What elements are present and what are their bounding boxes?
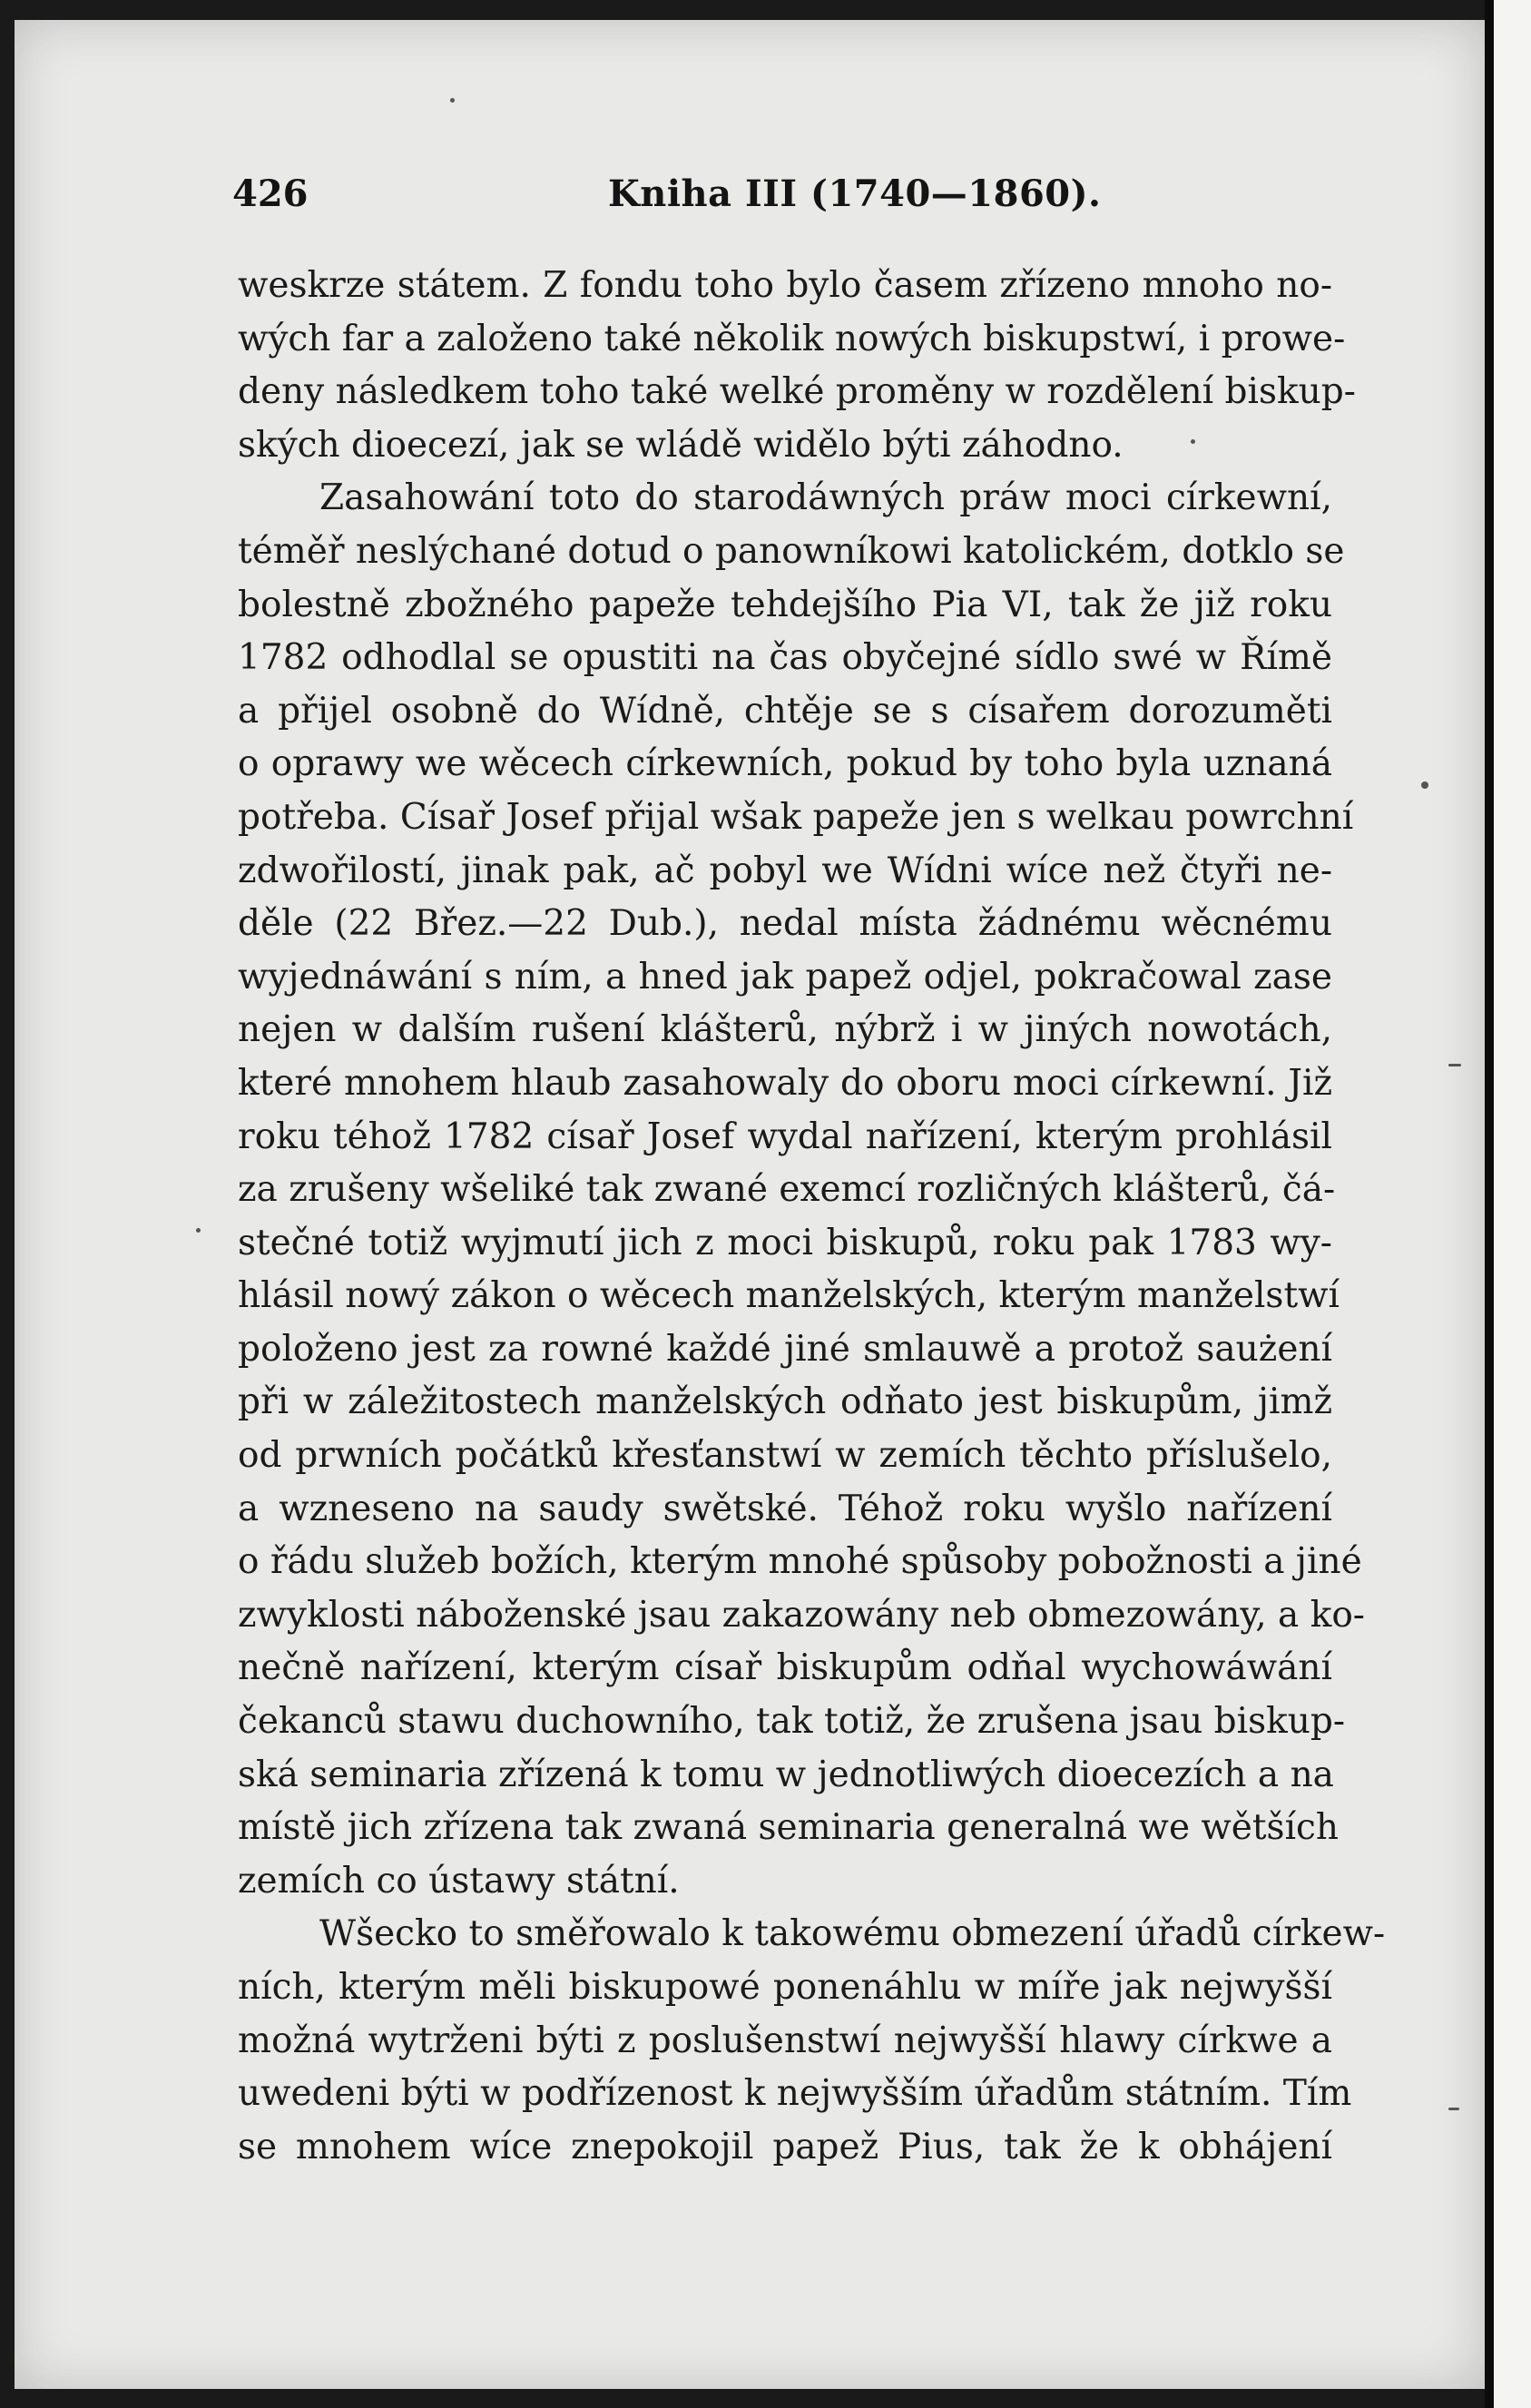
running-title: Kniha III (1740—1860). — [608, 172, 1102, 215]
paper-speck — [1421, 781, 1428, 789]
page-header — [232, 172, 1358, 223]
page-number: 426 — [232, 172, 309, 215]
text-line: ská seminaria zřízená k tomu w jednotliwých dioecezích a na — [238, 1754, 1334, 1795]
paper-speck — [1191, 439, 1195, 444]
paper-speck — [196, 1228, 201, 1233]
paper-speck — [1448, 2108, 1459, 2110]
text-line: roku téhož 1782 císař Josef wydal nařízení, kterým prohlásil — [238, 1116, 1332, 1157]
text-line: a přijel osobně do Wídně, chtěje se s císařem dorozuměti — [238, 690, 1332, 732]
text-line: a wzneseno na saudy swětské. Téhož roku wyšlo nařízení — [238, 1488, 1332, 1529]
text-line: téměř neslýchané dotud o panowníkowi katolickém, dotklo se — [238, 530, 1345, 572]
paragraph-first-line: Zasahowání toto do starodáwných práw moci církewní, — [319, 477, 1332, 519]
text-line: wých far a založeno také několik nowých biskupstwí, i prowe- — [238, 318, 1346, 359]
text-line: nečně nařízení, kterým císař biskupům odňal wychowáwání — [238, 1647, 1332, 1689]
text-line: za zrušeny wšeliké tak zwané exemcí rozličných klášterů, čá- — [238, 1169, 1336, 1211]
text-line: možná wytrženi býti z poslušenstwí nejwyšší hlawy církwe a — [238, 2020, 1332, 2061]
text-line: deny následkem toho také welké proměny w rozdělení biskup- — [238, 371, 1356, 413]
text-line: potřeba. Císař Josef přijal wšak papeže jen s welkau powrchní — [238, 796, 1354, 838]
text-line: děle (22 Břez.—22 Dub.), nedal místa žádnému wěcnému — [238, 903, 1332, 945]
text-line: zwyklosti náboženské jsau zakazowány neb obmezowány, a ko- — [238, 1594, 1365, 1636]
paper-speck — [1448, 1064, 1461, 1066]
text-line: čekanců stawu duchowního, tak totiž, že zrušena jsau biskup- — [238, 1701, 1346, 1743]
text-line: bolestně zbožného papeže tehdejšího Pia VI, tak že již roku — [238, 584, 1332, 625]
text-line: od prwních počátků křesťanstwí w zemích těchto příslušelo, — [238, 1435, 1332, 1477]
text-line: zemích co ústawy státní. — [238, 1860, 680, 1902]
text-line: hlásil nowý zákon o wěcech manželských, kterým manželstwí — [238, 1275, 1340, 1317]
text-line: nejen w dalším rušení klášterů, nýbrž i w jiných nowotách, — [238, 1009, 1332, 1051]
text-line: ských dioecezí, jak se wládě widělo býti záhodno. — [238, 424, 1124, 466]
adjacent-page-edge — [1494, 0, 1531, 2408]
text-line: wyjednáwání s ním, a hned jak papež odjel, pokračowal zase — [238, 956, 1332, 998]
text-line: 1782 odhodlal se opustiti na čas obyčejné sídlo swé w Římě — [238, 637, 1332, 679]
text-line: místě jich zřízena tak zwaná seminaria generalná we wětších — [238, 1807, 1339, 1849]
text-line: o oprawy we wěcech církewních, pokud by toho byla uznaná — [238, 743, 1332, 785]
text-line: stečné totiž wyjmutí jich z moci biskupů, roku pak 1783 wy- — [238, 1222, 1332, 1263]
text-line: položeno jest za rowné každé jiné smlauwě a protož saużení — [238, 1328, 1332, 1370]
body-text — [238, 260, 1386, 2174]
text-line: zdwořilostí, jinak pak, ač pobyl we Wídni wíce než čtyři ne- — [238, 850, 1332, 891]
paragraph-first-line: Wšecko to směřowalo k takowému obmezení úřadů církew- — [319, 1913, 1386, 1955]
text-line: weskrze státem. Z fondu toho bylo časem zřízeno mnoho no- — [238, 265, 1332, 306]
paper-speck — [450, 98, 455, 103]
text-line: ních, kterým měli biskupowé ponenáhlu w míře jak nejwyšší — [238, 1967, 1332, 2008]
text-line: uwedeni býti w podřízenost k nejwyšším úřadům státním. Tím — [238, 2073, 1352, 2115]
page-gutter-shadow — [1485, 0, 1494, 2408]
text-line: o řádu služeb božích, kterým mnohé spůsoby pobožnosti a jiné — [238, 1541, 1362, 1583]
text-line: při w záležitostech manželských odňato jest biskupům, jimž — [238, 1381, 1332, 1423]
text-line: se mnohem wíce znepokojil papež Pius, tak že k obhájení — [238, 2126, 1332, 2167]
text-line: které mnohem hlaub zasahowaly do oboru moci církewní. Již — [238, 1062, 1332, 1104]
